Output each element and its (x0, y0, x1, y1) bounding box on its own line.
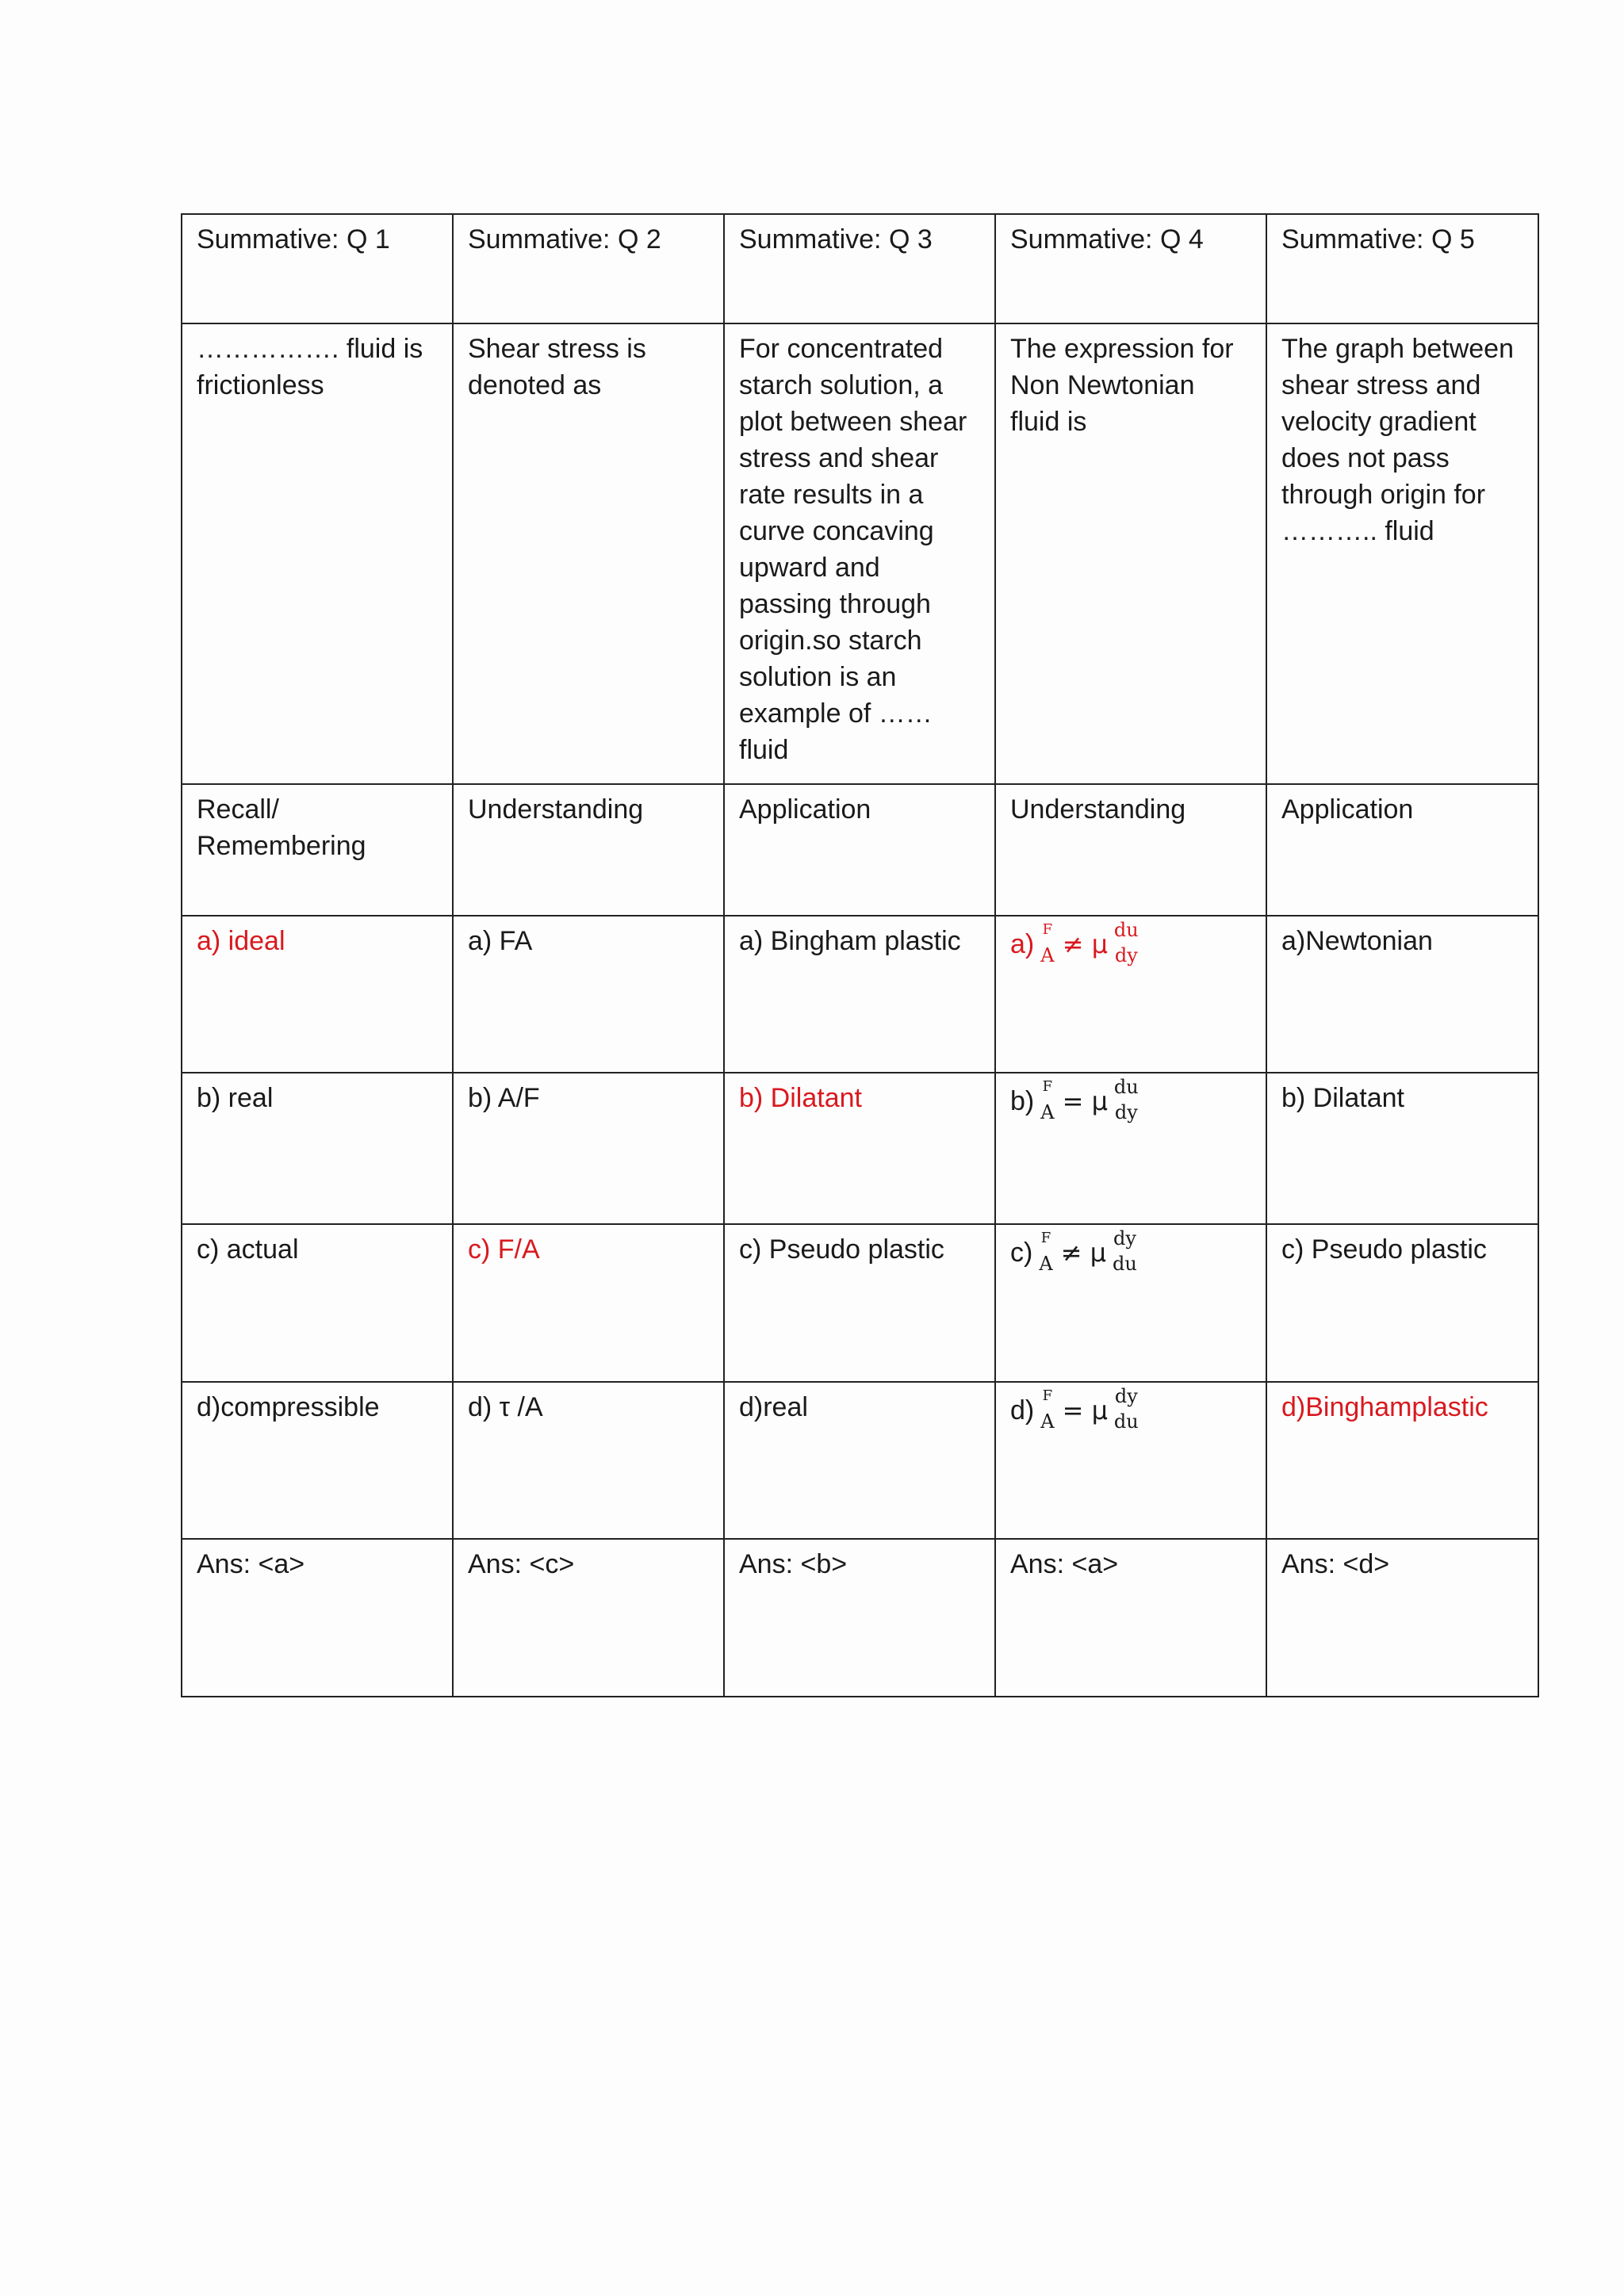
option-q4-a (995, 916, 1266, 1073)
formula-q4-a (1010, 905, 1139, 978)
header-q2: Summative: Q 2 (453, 214, 724, 323)
fraction-denominator: A (1039, 1253, 1053, 1275)
answer-q2: Ans: <c> (453, 1539, 724, 1697)
option-q2-a: a) FA (453, 916, 724, 1073)
fraction-lhs (1040, 1383, 1054, 1433)
formula-q4-c (1010, 1214, 1137, 1287)
option-q1-c: c) actual (182, 1224, 453, 1382)
formula-prefix: a) (1010, 929, 1035, 959)
header-q4: Summative: Q 4 (995, 214, 1266, 323)
formula-operator: = μ (1062, 1395, 1108, 1425)
level-q5: Application (1266, 784, 1538, 916)
formula-prefix: c) (1010, 1238, 1033, 1268)
fraction-numerator: du (1113, 1076, 1139, 1098)
formula-operator: ≠ μ (1062, 929, 1108, 959)
fraction-lhs (1040, 1073, 1054, 1124)
fraction-denominator: A (1040, 1410, 1055, 1433)
option-q2-c: c) F/A (453, 1224, 724, 1382)
header-row (182, 214, 1538, 323)
answer-q1: Ans: <a> (182, 1539, 453, 1697)
question-q3: For concentrated starch solution, a plot between shear stress and shear rate results in a curve concaving upward and passing through origin.so starch solution is an example of …… fluid (724, 323, 995, 784)
option-q1-a: a) ideal (182, 916, 453, 1073)
fraction-numerator: F (1042, 1387, 1053, 1404)
option-q3-c: c) Pseudo plastic (724, 1224, 995, 1382)
option-q2-b: b) A/F (453, 1073, 724, 1224)
option-c-row (182, 1224, 1538, 1382)
answer-row (182, 1539, 1538, 1697)
formula-operator: = μ (1062, 1086, 1108, 1116)
answer-q4: Ans: <a> (995, 1539, 1266, 1697)
answer-q5: Ans: <d> (1266, 1539, 1538, 1697)
header-q5: Summative: Q 5 (1266, 214, 1538, 323)
option-q1-b: b) real (182, 1073, 453, 1224)
level-q1: Recall/ Remembering (182, 784, 453, 916)
question-q2: Shear stress is denoted as (453, 323, 724, 784)
formula-prefix: b) (1010, 1086, 1035, 1116)
fraction-numerator: dy (1114, 1385, 1138, 1407)
fraction-numerator: F (1040, 1230, 1051, 1246)
option-q3-b: b) Dilatant (724, 1073, 995, 1224)
level-q4: Understanding (995, 784, 1266, 916)
fraction-denominator: dy (1114, 1101, 1138, 1123)
question-q1: ……………. fluid is frictionless (182, 323, 453, 784)
option-q5-d: d)Binghamplastic (1266, 1382, 1538, 1539)
option-q3-d: d)real (724, 1382, 995, 1539)
option-b-row (182, 1073, 1538, 1224)
fraction-numerator: F (1042, 921, 1053, 938)
level-q3: Application (724, 784, 995, 916)
formula-q4-b (1010, 1062, 1139, 1135)
option-d-row (182, 1382, 1538, 1539)
fraction-denominator: du (1113, 1410, 1139, 1433)
answer-q3: Ans: <b> (724, 1539, 995, 1697)
fraction-denominator: A (1040, 1101, 1055, 1123)
option-q4-d (995, 1382, 1266, 1539)
formula-operator: ≠ μ (1060, 1238, 1107, 1268)
question-q5: The graph between shear stress and velocity gradient does not pass through origin for ……….. fluid (1266, 323, 1538, 784)
option-q1-d: d)compressible (182, 1382, 453, 1539)
option-q4-b (995, 1073, 1266, 1224)
fraction-denominator: dy (1114, 944, 1138, 966)
question-row (182, 323, 1538, 784)
fraction-numerator: F (1042, 1078, 1053, 1095)
level-q2: Understanding (453, 784, 724, 916)
summative-quiz-table (181, 213, 1539, 1697)
fraction-rhs (1113, 1225, 1137, 1276)
header-q3: Summative: Q 3 (724, 214, 995, 323)
option-a-row (182, 916, 1538, 1073)
fraction-rhs (1114, 916, 1139, 967)
option-q5-b: b) Dilatant (1266, 1073, 1538, 1224)
fraction-lhs (1039, 1225, 1052, 1276)
formula-q4-d (1010, 1372, 1139, 1445)
option-q2-d: d) τ /A (453, 1382, 724, 1539)
option-q3-a: a) Bingham plastic (724, 916, 995, 1073)
formula-prefix: d) (1010, 1395, 1035, 1425)
fraction-numerator: du (1113, 919, 1139, 941)
fraction-denominator: du (1113, 1253, 1137, 1275)
option-q5-a: a)Newtonian (1266, 916, 1538, 1073)
option-q4-c (995, 1224, 1266, 1382)
fraction-numerator: dy (1113, 1227, 1136, 1249)
fraction-rhs (1114, 1383, 1139, 1433)
cognitive-level-row (182, 784, 1538, 916)
question-q4: The expression for Non Newtonian fluid is (995, 323, 1266, 784)
option-q5-c: c) Pseudo plastic (1266, 1224, 1538, 1382)
fraction-denominator: A (1040, 944, 1055, 966)
header-q1: Summative: Q 1 (182, 214, 453, 323)
fraction-rhs (1114, 1073, 1139, 1124)
fraction-lhs (1040, 916, 1054, 967)
